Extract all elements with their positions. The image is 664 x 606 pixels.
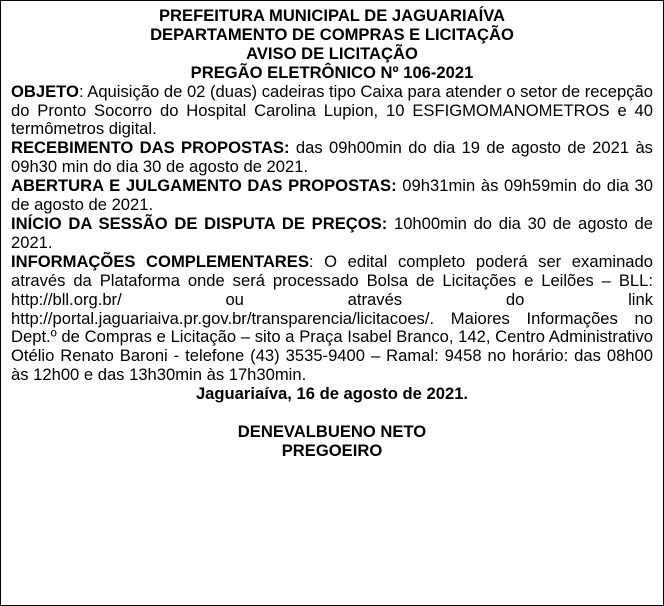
- abertura-paragraph: [11, 177, 653, 215]
- inicio-label: INÍCIO DA SESSÃO DE DISPUTA DE PREÇOS:: [11, 213, 388, 233]
- recebimento-text: das 09h00min do dia 19 de agosto de 2021 às 09h30 min do dia 30 de agosto de 2021.: [11, 138, 653, 177]
- informacoes-label: INFORMAÇÕES COMPLEMENTARES: [11, 251, 309, 271]
- signatory-name: DENEVALBUENO NETO: [237, 421, 427, 441]
- blank-line: [11, 404, 653, 423]
- signatory-role: PREGOEIRO: [281, 440, 383, 460]
- abertura-label: ABERTURA E JULGAMENTO DAS PROPOSTAS:: [11, 176, 397, 196]
- objeto-label: OBJETO: [11, 81, 79, 101]
- objeto-text: : Aquisição de 02 (duas) cadeiras tipo Caixa para atender o setor de recepção do Pronto Socorro do Hospital Carolina Lupion, 10 ESFIGMOMANOMETROS e 40 termômetros digital.: [11, 81, 653, 139]
- informacoes-paragraph: [11, 253, 653, 385]
- inicio-text: 10h00min do dia 30 de agosto de 2021.: [11, 213, 653, 252]
- notice-title: AVISO DE LICITAÇÃO: [246, 43, 418, 63]
- inicio-paragraph: [11, 215, 653, 253]
- recebimento-label: RECEBIMENTO DAS PROPOSTAS:: [11, 138, 290, 158]
- notice-header: [11, 7, 653, 83]
- auction-number: PREGÃO ELETRÔNICO Nº 106-2021: [190, 62, 474, 82]
- date-line: Jaguariaíva, 16 de agosto de 2021.: [195, 384, 469, 404]
- objeto-paragraph: [11, 83, 653, 140]
- department-title: DEPARTAMENTO DE COMPRAS E LICITAÇÃO: [150, 24, 514, 44]
- recebimento-paragraph: [11, 139, 653, 177]
- municipality-title: PREFEITURA MUNICIPAL DE JAGUARIAÍVA: [158, 6, 506, 25]
- abertura-text: 09h31min às 09h59min do dia 30 de agosto de 2021.: [11, 176, 653, 215]
- informacoes-text: : O edital completo poderá ser examinado através da Plataforma onde será processado Bolsa de Licitações e Leilões – BLL: http://bll.org.br/ ou através do link http://portal.jaguariaiva.pr.gov.br/transparencia/licitacoes/. Maiores Informações no Dept.º de Compras e Licitação – sito a Praça Isabel Branco, 142, Centro Administrativo Otélio Renato Baroni - telefone (43) 3535-9400 – Ramal: 9458 no horário: das 08h00 às 12h00 e das 13h30min às 17h30min.: [11, 251, 653, 385]
